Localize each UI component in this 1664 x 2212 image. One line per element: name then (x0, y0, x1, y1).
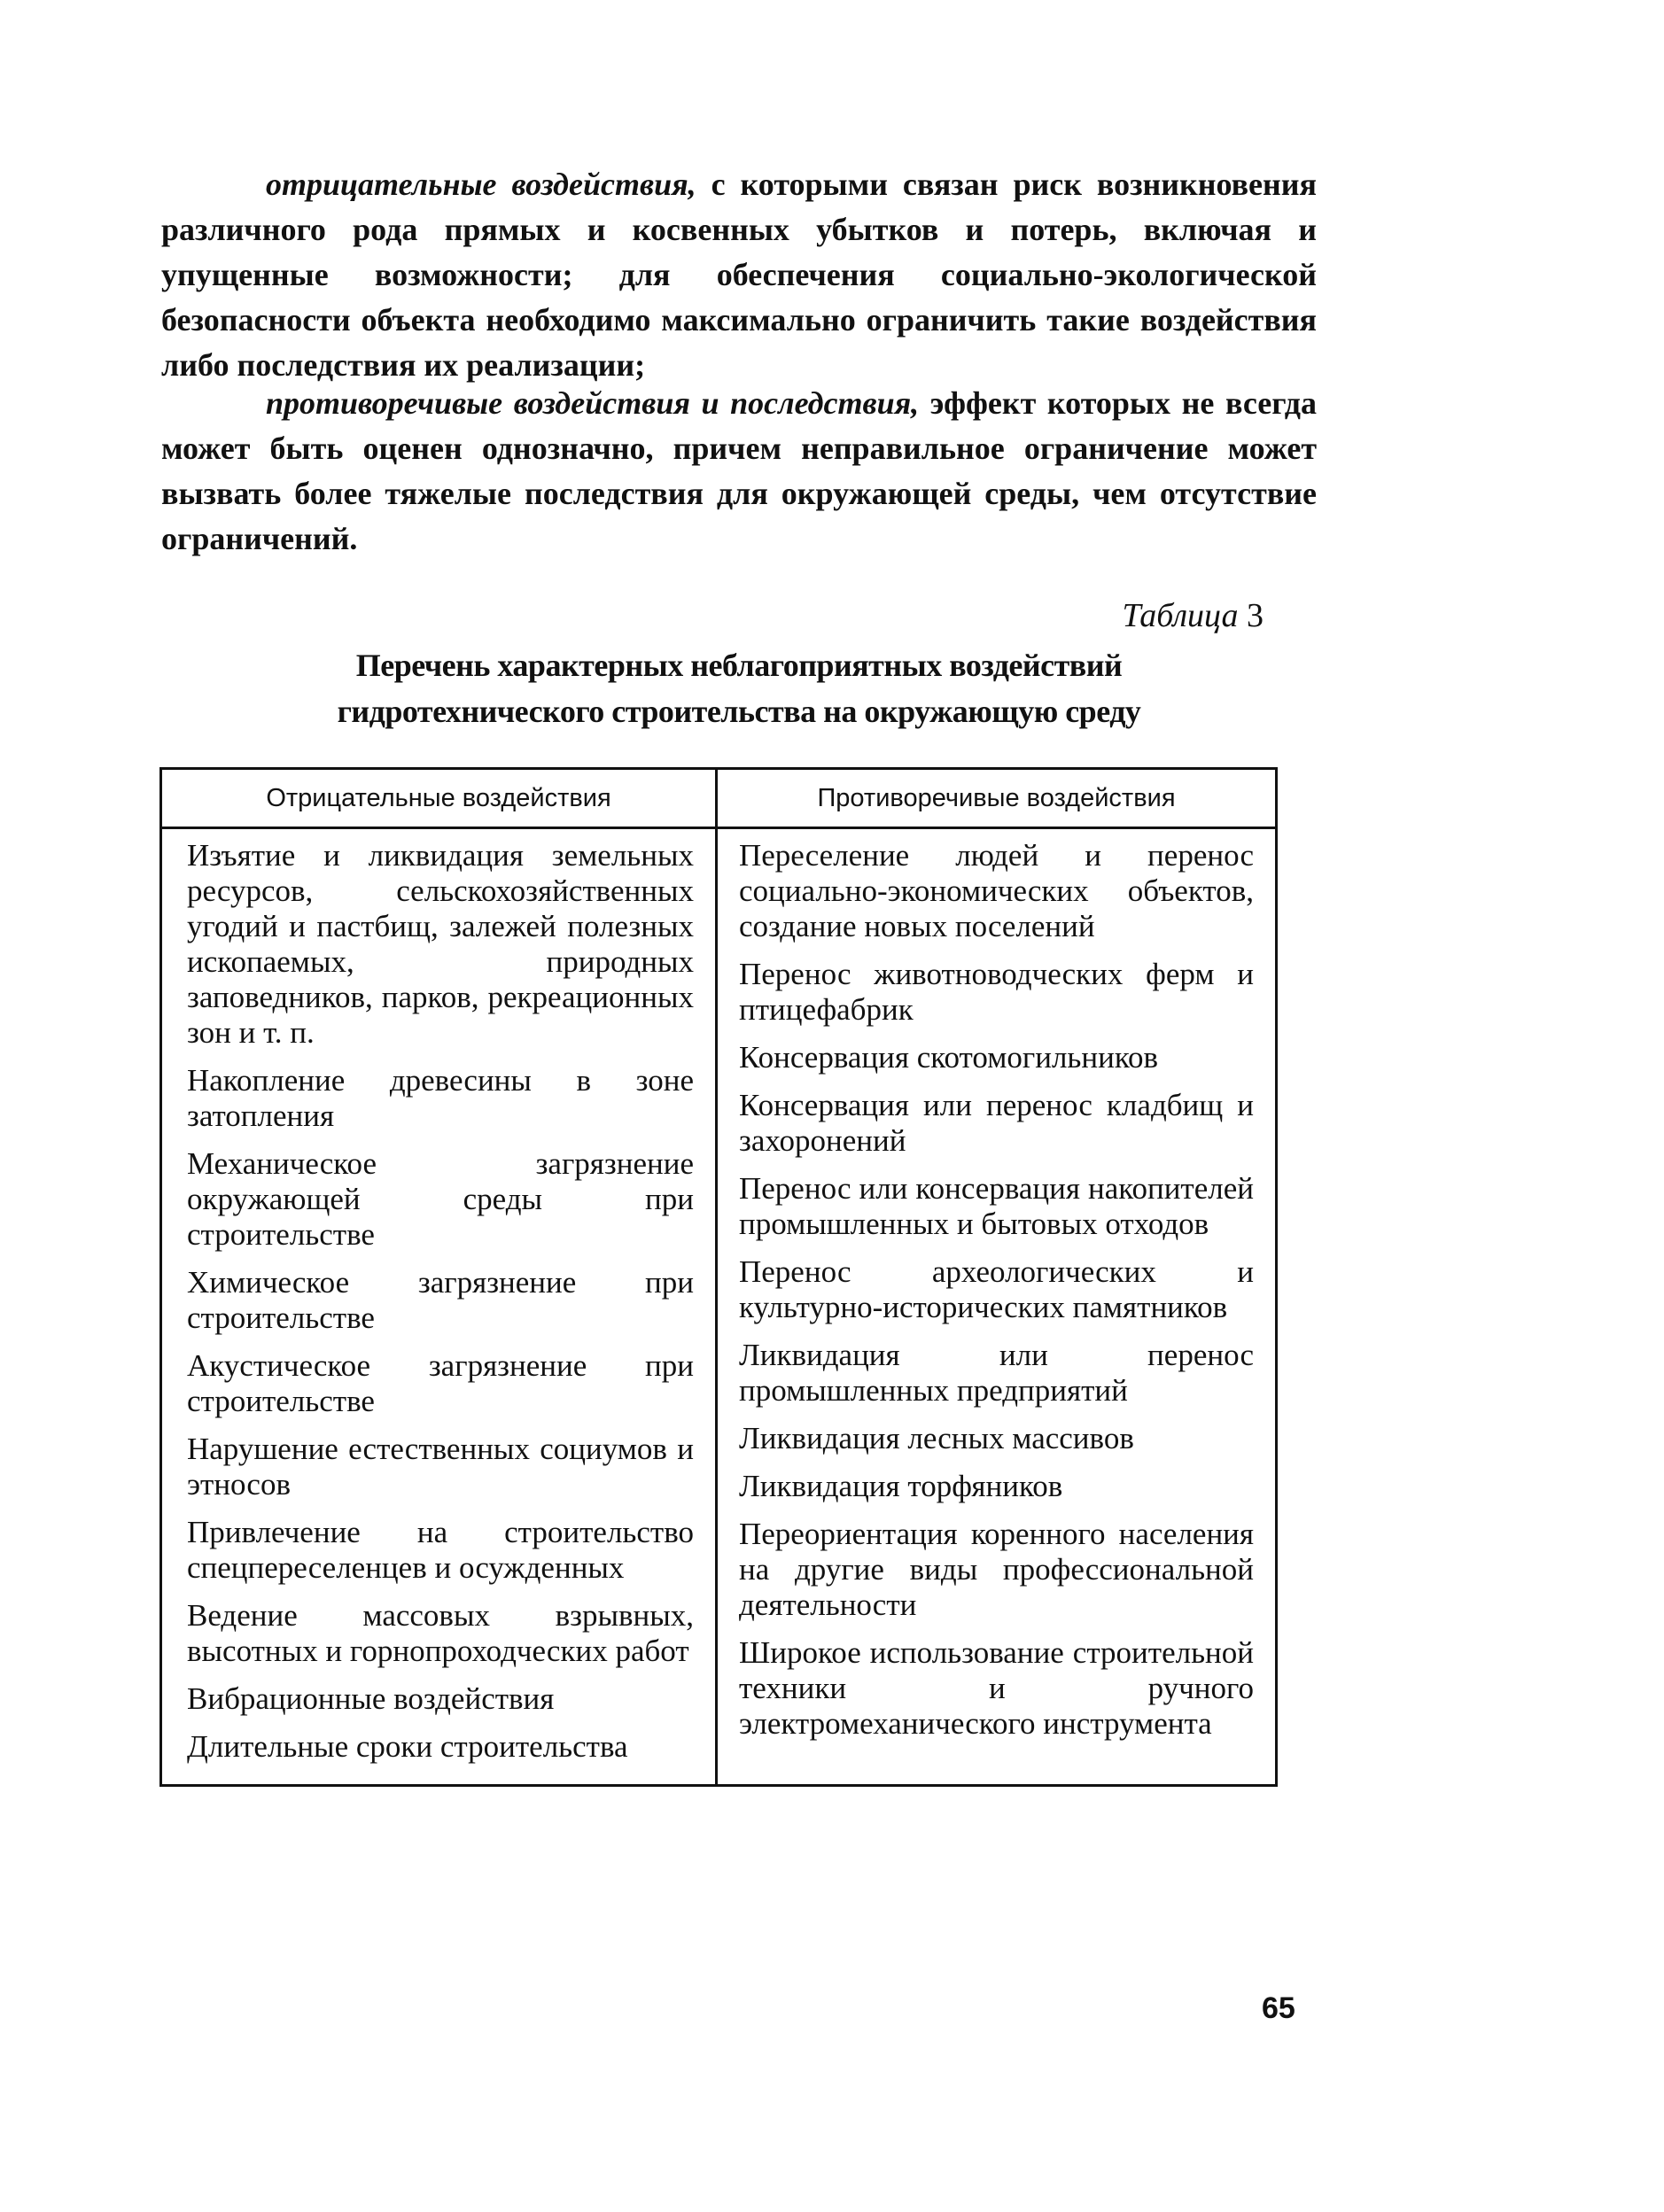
paragraph-negative-impacts (161, 162, 1317, 388)
list-item: Накопление древесины в зоне затопления (187, 1063, 694, 1133)
paragraph-text: с которыми связан риск возникновения различного рода прямых и косвенных убытков и потерь, включая и упущенные возможности; для обеспечения социально-экологической безопасности объекта необходимо максимально ограничить такие воздействия либо последствия их реализации; (161, 167, 1317, 383)
header-contradictory-impacts: Противоречивые воздействия (717, 769, 1277, 828)
list-item: Ликвидация лесных массивов (739, 1421, 1134, 1455)
list-item: Ликвидация или перенос промышленных предприятий (739, 1338, 1254, 1408)
table-header-row (161, 769, 1277, 828)
list-item: Консервация скотомогильников (739, 1040, 1159, 1075)
table-number: 3 (1247, 597, 1264, 634)
contradictory-impacts-column (717, 828, 1277, 1786)
table-title-line: гидротехнического строительства на окружающую среду (337, 694, 1141, 729)
list-item: Перенос археологических и культурно-исторических памятников (739, 1254, 1254, 1324)
table-row (161, 828, 1277, 1786)
list-item: Химическое загрязнение при строительстве (187, 1265, 694, 1335)
list-item: Нарушение естественных социумов и этносов (187, 1432, 694, 1502)
list-item: Привлечение на строительство спецпереселенцев и осужденных (187, 1515, 694, 1585)
term-negative-impacts: отрицательные воздействия, (266, 167, 696, 202)
header-negative-impacts: Отрицательные воздействия (161, 769, 717, 828)
paragraph-contradictory-impacts (161, 381, 1317, 562)
table-number-label (1123, 596, 1264, 635)
list-item: Консервация или перенос кладбищ и захоронений (739, 1088, 1254, 1158)
table-label: Таблица (1122, 597, 1239, 634)
list-item: Механическое загрязнение окружающей среды при строительстве (187, 1146, 694, 1252)
list-item: Ликвидация торфяников (739, 1469, 1063, 1503)
page-number: 65 (1262, 1991, 1295, 2025)
list-item: Ведение массовых взрывных, высотных и горнопроходческих работ (187, 1598, 694, 1668)
impacts-table (159, 767, 1278, 1787)
list-item: Длительные сроки строительства (187, 1729, 628, 1764)
list-item: Вибрационные воздействия (187, 1681, 555, 1716)
list-item: Широкое использование строительной техники и ручного электромеханического инструмента (739, 1635, 1254, 1741)
negative-impacts-column (161, 828, 717, 1786)
list-item: Акустическое загрязнение при строительстве (187, 1348, 694, 1418)
list-item: Изъятие и ликвидация земельных ресурсов, сельскохозяйственных угодий и пастбищ, залежей полезных ископаемых, природных заповедников, парков, рекреационных зон и т. п. (187, 838, 694, 1050)
list-item: Переселение людей и перенос социально-экономических объектов, создание новых поселений (739, 838, 1254, 943)
term-contradictory-impacts: противоречивые воздействия и последствия, (266, 385, 920, 421)
table-title-line: Перечень характерных неблагоприятных воздействий (355, 648, 1123, 683)
paragraph-text: эффект которых не всегда может быть оценен однозначно, причем неправильное ограничение может вызвать более тяжелые последствия для окружающей среды, чем отсутствие ограничений. (161, 385, 1317, 556)
list-item: Переориентация коренного населения на другие виды профессиональной деятельности (739, 1517, 1254, 1622)
table-title (161, 642, 1317, 734)
list-item: Перенос или консервация накопителей промышленных и бытовых отходов (739, 1171, 1254, 1241)
list-item: Перенос животноводческих ферм и птицефабрик (739, 957, 1254, 1027)
